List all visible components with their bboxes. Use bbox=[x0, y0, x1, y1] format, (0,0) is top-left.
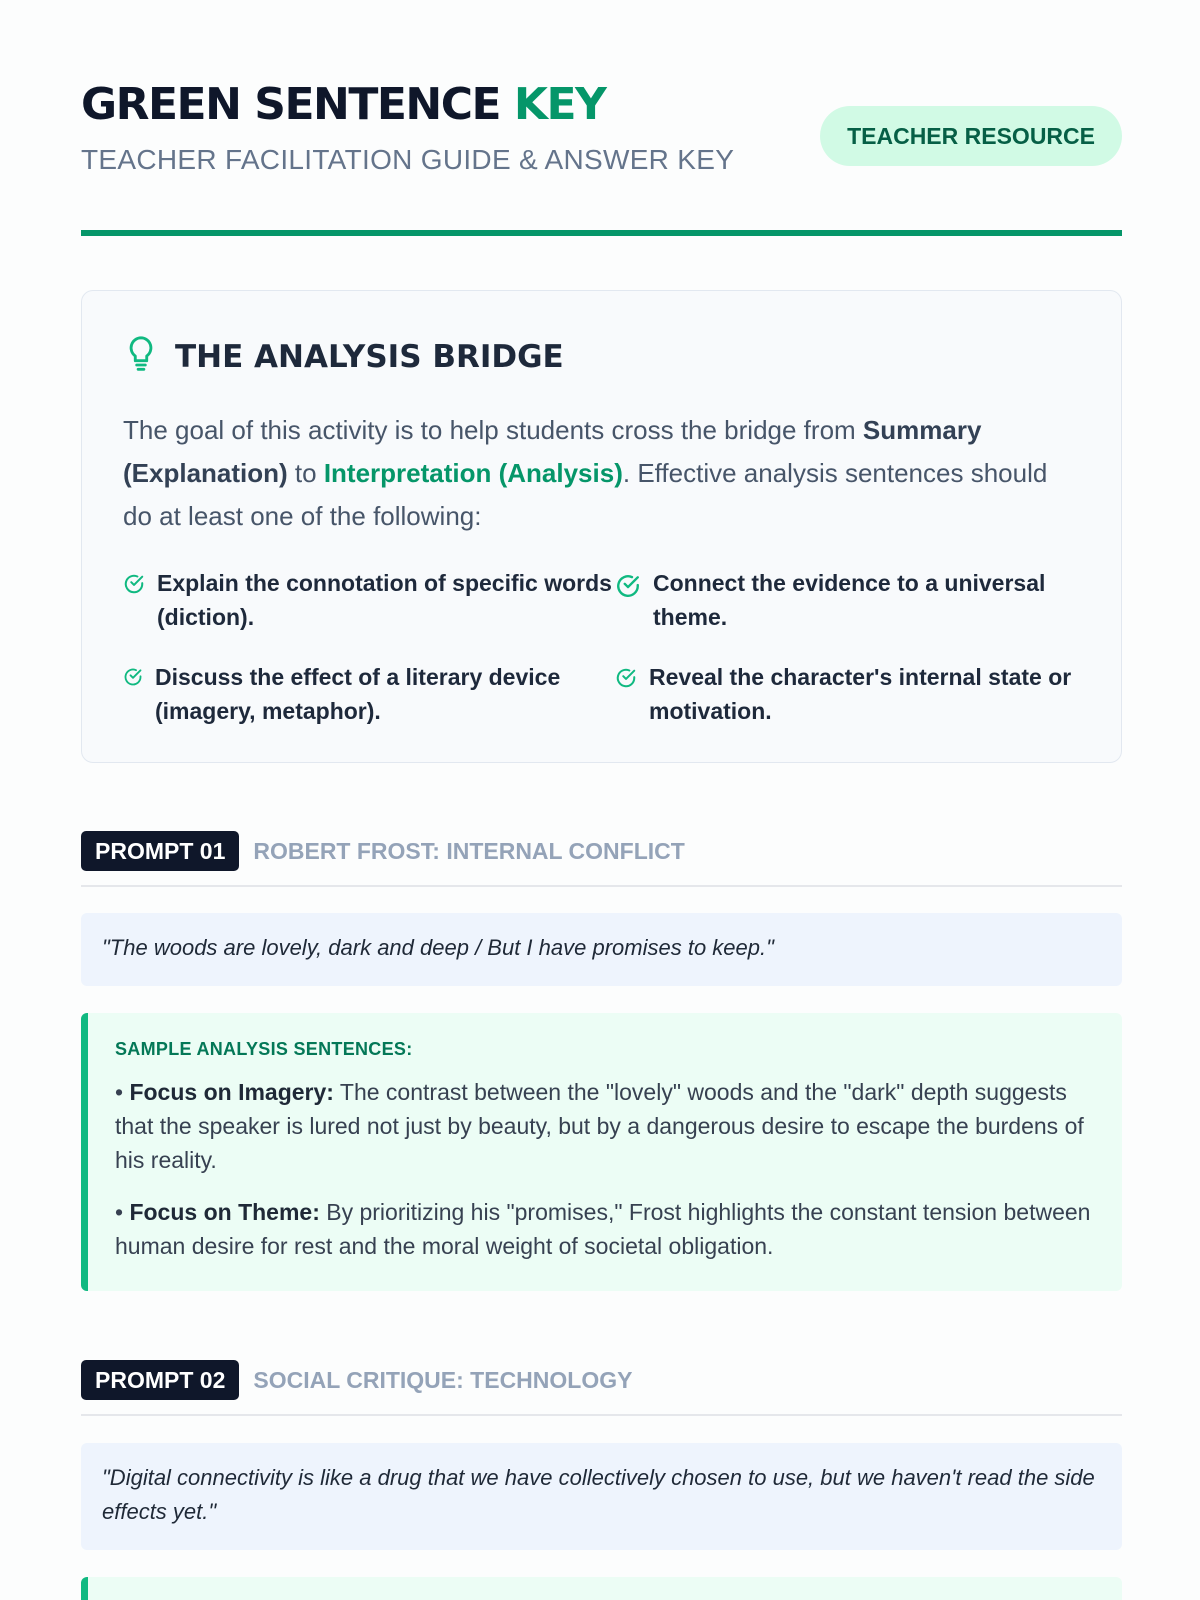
sample-text: The contrast between the "lovely" woods and the "dark" depth suggests that the speaker is lured not just by beauty, but by a dangerous desire to escape the burdens of his reality. bbox=[115, 1079, 1084, 1173]
sample-sentence bbox=[115, 1075, 1095, 1177]
sample-focus: Focus on Theme: bbox=[129, 1199, 320, 1225]
header-divider bbox=[81, 230, 1122, 236]
intro-text-2: to bbox=[287, 458, 324, 488]
bridge-intro bbox=[123, 409, 1080, 538]
lightbulb-icon bbox=[123, 335, 175, 380]
page-subtitle: TEACHER FACILITATION GUIDE & ANSWER KEY bbox=[81, 144, 735, 175]
prompt-header bbox=[81, 831, 1122, 887]
prompt-topic: ROBERT FROST: INTERNAL CONFLICT bbox=[253, 838, 685, 864]
checklist bbox=[123, 566, 1080, 728]
bridge-title: THE ANALYSIS BRIDGE bbox=[175, 339, 564, 375]
bridge-header bbox=[123, 331, 1080, 383]
prompt-label: PROMPT 02 bbox=[81, 1360, 239, 1400]
check-circle-icon bbox=[615, 660, 649, 698]
check-circle-icon bbox=[123, 660, 155, 696]
checklist-item-text: Discuss the effect of a literary device (imagery, metaphor). bbox=[155, 664, 561, 724]
checklist-item bbox=[123, 660, 615, 728]
sample-label: SAMPLE ANALYSIS SENTENCES: bbox=[115, 1039, 413, 1059]
teacher-resource-badge: TEACHER RESOURCE bbox=[820, 106, 1122, 166]
check-circle-icon bbox=[123, 566, 157, 604]
intro-text-3: . Effective analysis sentences should do at least one of the following: bbox=[123, 458, 1048, 531]
sample-sentence bbox=[115, 1195, 1095, 1263]
prompt-header bbox=[81, 1360, 1122, 1416]
checklist-item-text: Reveal the character's internal state or motivation. bbox=[649, 664, 1072, 724]
title-main: GREEN SENTENCE bbox=[81, 79, 514, 130]
checklist-item-text: Explain the connotation of specific words (diction). bbox=[157, 570, 612, 630]
prompt-quote: "The woods are lovely, dark and deep / But I have promises to keep." bbox=[81, 913, 1122, 986]
checklist-item bbox=[615, 660, 1105, 728]
checklist-item-text: Connect the evidence to a universal theme. bbox=[653, 570, 1046, 630]
bullet: • bbox=[115, 1079, 130, 1105]
summary-term: Summary (Explanation) bbox=[123, 415, 982, 488]
sample-analysis-box bbox=[81, 1577, 1122, 1600]
checklist-item bbox=[123, 566, 615, 634]
sample-focus: Focus on Imagery: bbox=[129, 1079, 334, 1105]
checklist-item bbox=[615, 566, 1105, 634]
analysis-term: Interpretation (Analysis) bbox=[323, 458, 623, 488]
prompt-topic: SOCIAL CRITIQUE: TECHNOLOGY bbox=[253, 1367, 633, 1393]
intro-text-1: The goal of this activity is to help students cross the bridge from bbox=[123, 415, 863, 445]
prompt-label: PROMPT 01 bbox=[81, 831, 239, 871]
analysis-bridge-card bbox=[81, 290, 1122, 763]
title-accent: KEY bbox=[513, 79, 606, 130]
prompt-quote: "Digital connectivity is like a drug that we have collectively chosen to use, but we haven't read the side effects yet." bbox=[81, 1443, 1122, 1550]
check-circle-icon bbox=[615, 566, 653, 608]
header bbox=[81, 78, 1122, 176]
sample-analysis-box bbox=[81, 1013, 1122, 1291]
sample-text: By prioritizing his "promises," Frost highlights the constant tension between human desire for rest and the moral weight of societal obligation. bbox=[115, 1199, 1091, 1259]
bullet: • bbox=[115, 1199, 130, 1225]
